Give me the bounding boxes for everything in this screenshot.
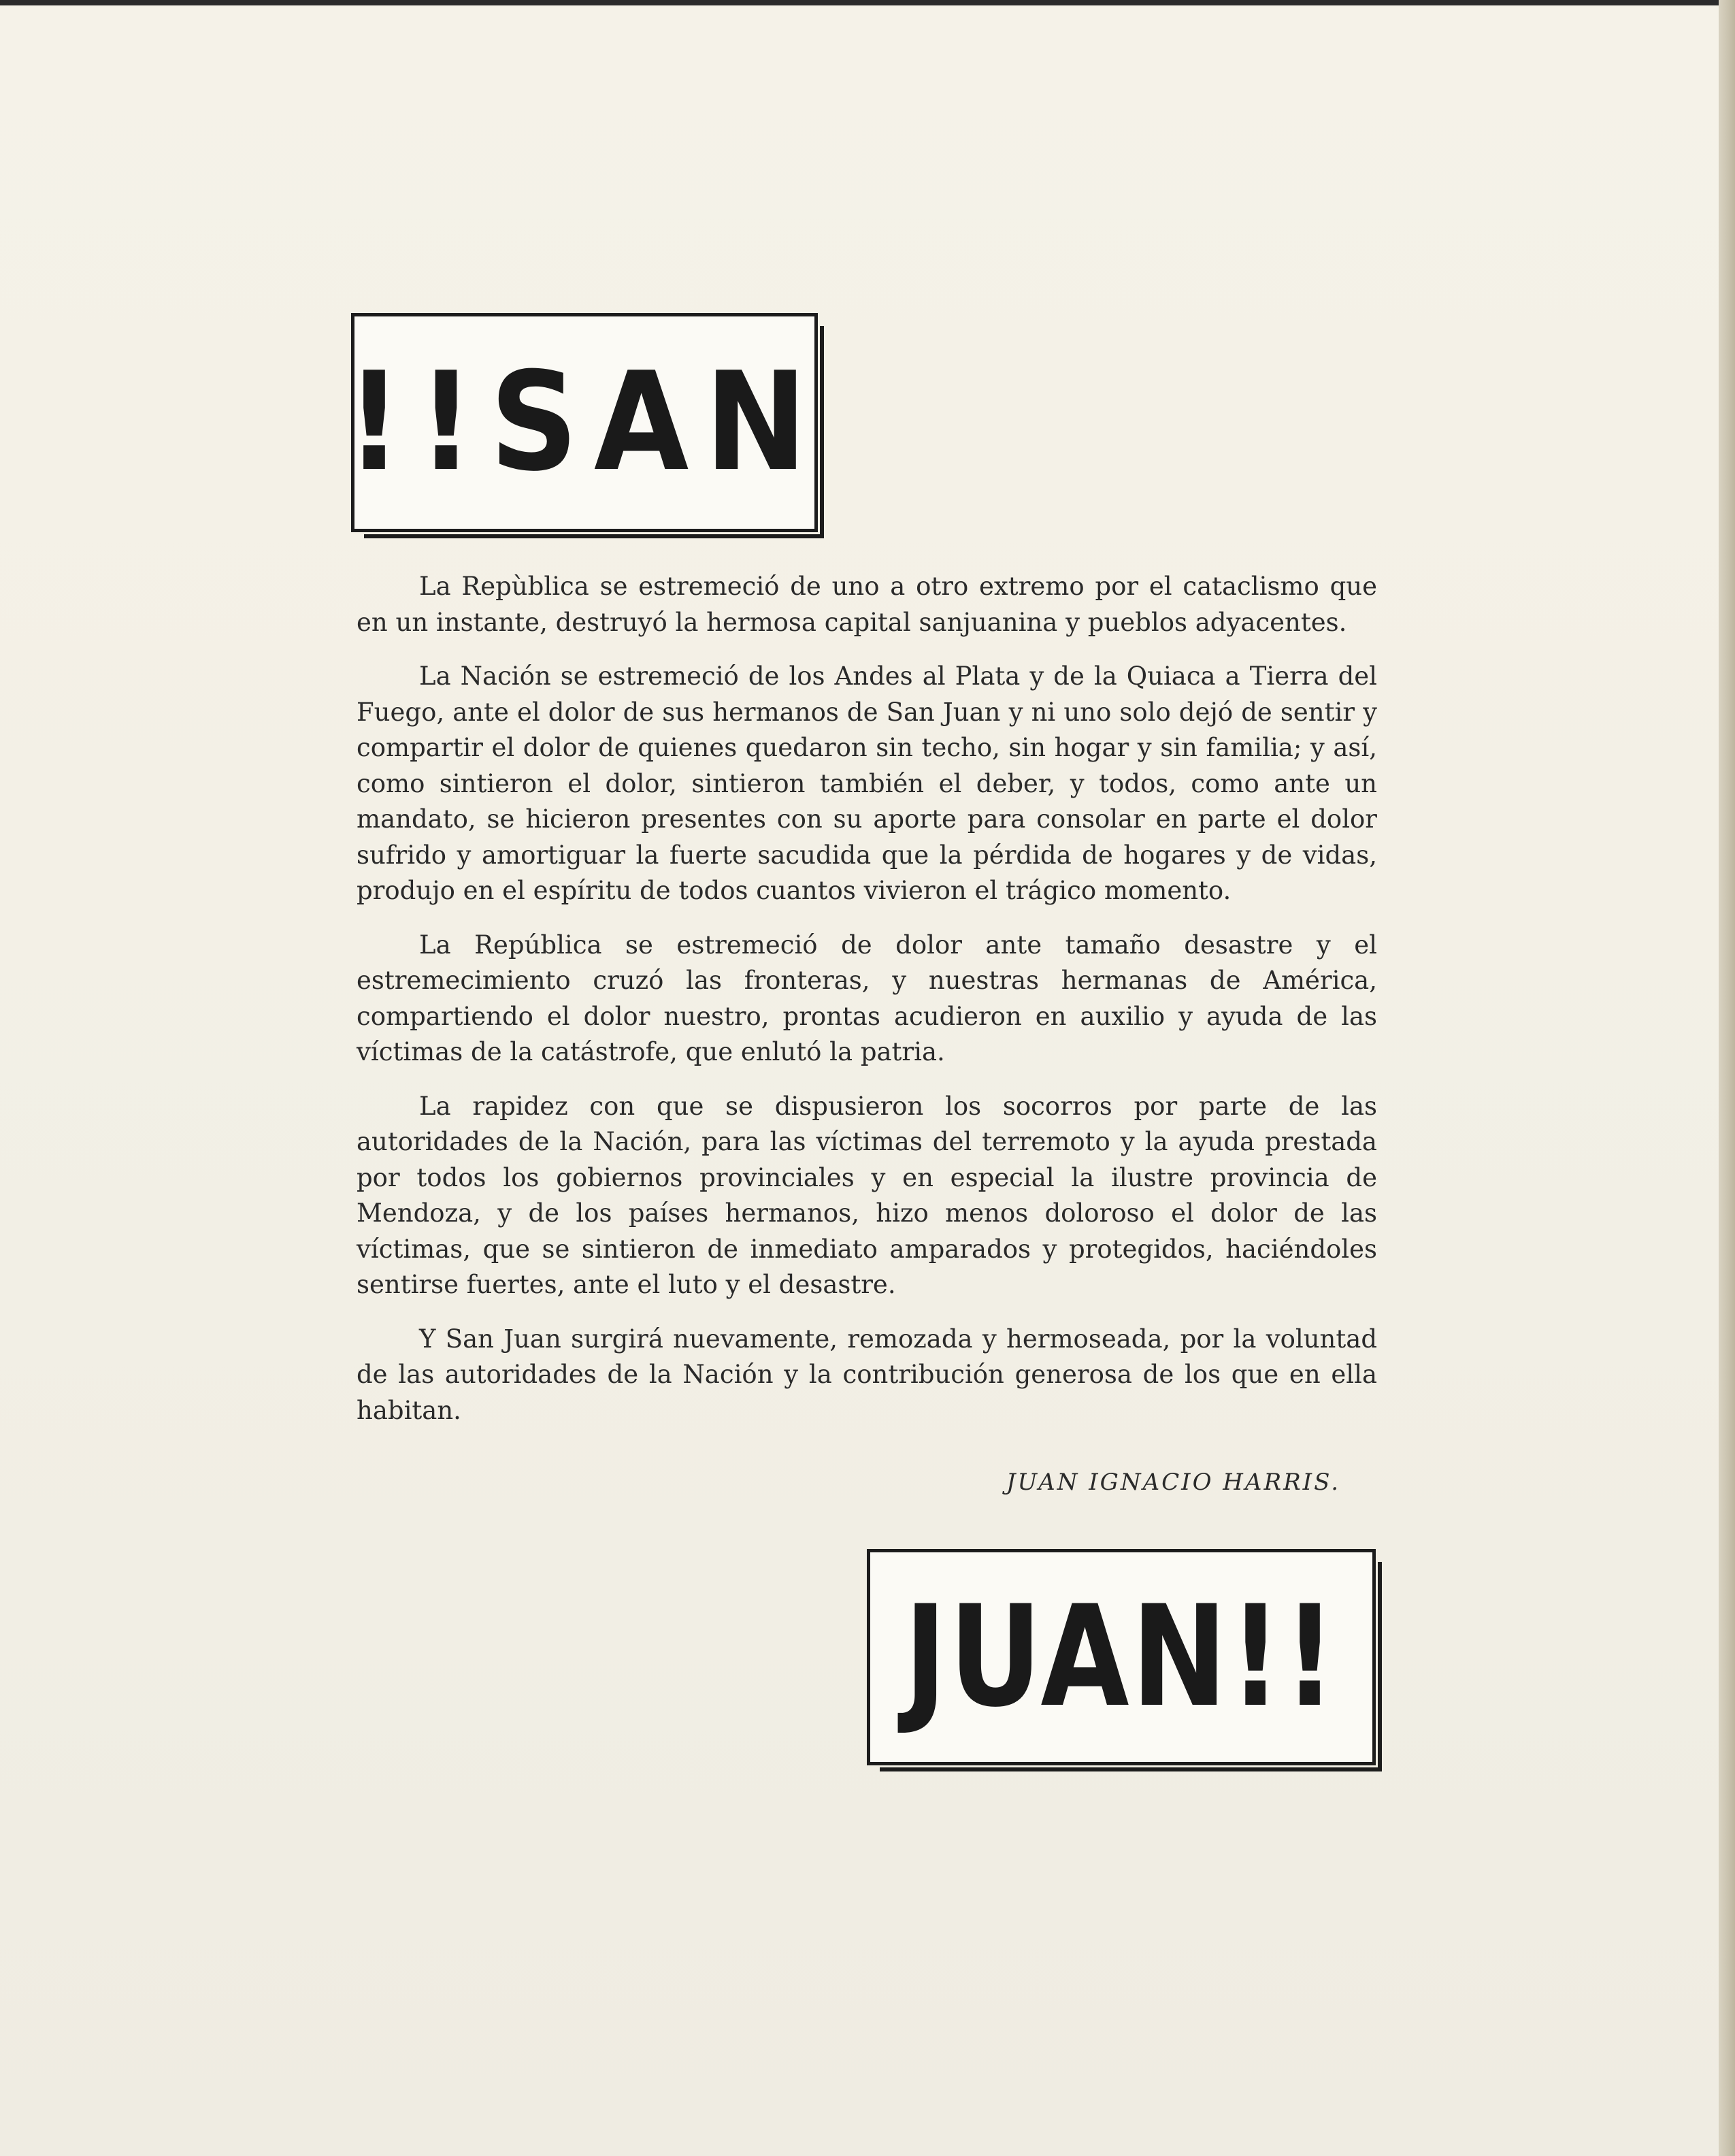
headline-box-bottom bbox=[867, 1549, 1376, 1765]
headline-box-top bbox=[346, 313, 823, 532]
article-paragraph: La República se estremeció de dolor ante tamaño desastre y el estremecimiento cruzó las fronteras, y nuestras hermanas de América, compartiendo el dolor nuestro, prontas acudieron en auxilio y ayuda de las víctimas de la catástrofe, que enlutó la patria. bbox=[357, 930, 1377, 1066]
page-right-edge bbox=[1719, 0, 1735, 2156]
headline-bottom-word: JUAN!! bbox=[904, 1575, 1338, 1738]
page-top-edge bbox=[0, 0, 1735, 5]
author-signature: JUAN IGNACIO HARRIS. bbox=[1006, 1469, 1340, 1496]
article-paragraph: La Repùblica se estremeció de uno a otro extremo por el cataclismo que en un instante, destruyó la hermosa capital sanjuanina y pueblos adyacentes. bbox=[357, 572, 1377, 637]
headline-top-word: !!SAN bbox=[346, 343, 823, 502]
article-paragraph: La Nación se estremeció de los Andes al Plata y de la Quiaca a Tierra del Fuego, ante el dolor de sus hermanos de San Juan y ni uno solo dejó de sentir y compartir el dolor de quienes quedaron sin techo, sin hogar y sin familia; y así, como sintieron el dolor, sintieron también el deber, y todos, como ante un mandato, se hicieron presentes con su aporte para consolar en parte el dolor sufrido y amortiguar la fuerte sacudida que la pérdida de hogares y de vidas, produjo en el espíritu de todos cuantos vivieron el trágico momento. bbox=[357, 662, 1377, 905]
article-paragraph: La rapidez con que se dispusieron los socorros por parte de las autoridades de la Nación, para las víctimas del terremoto y la ayuda prestada por todos los gobiernos provinciales y en especial la ilustre provincia de Mendoza, y de los países hermanos, hizo menos doloroso el dolor de las víctimas, que se sintieron de inmediato amparados y protegidos, haciéndoles sentirse fuertes, ante el luto y el desastre. bbox=[357, 1091, 1377, 1299]
article-body bbox=[357, 569, 1377, 1447]
article-paragraph: Y San Juan surgirá nuevamente, remozada y hermoseada, por la voluntad de las autoridades de la Nación y la contribución generosa de los que en ella habitan. bbox=[357, 1324, 1377, 1425]
